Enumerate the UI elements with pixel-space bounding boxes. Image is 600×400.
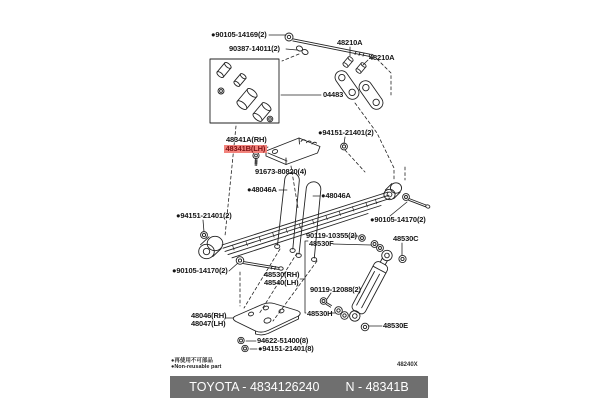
part-label-48210A-1[interactable]: 48210A	[337, 38, 363, 47]
part-label-94151-21401-left[interactable]: ●94151-21401(2)	[176, 211, 232, 220]
part-label-48046A-left[interactable]: ●48046A	[247, 185, 277, 194]
part-label-94151-21401-right[interactable]: ●94151-21401(2)	[318, 128, 374, 137]
part-label-48530-RH[interactable]: 48530(RH)	[264, 270, 300, 279]
shock-mount-hardware-drawing[interactable]	[320, 235, 406, 331]
non-reusable-note-en: ●Non-reusable part	[171, 364, 222, 370]
part-label-94151-21401-8[interactable]: ●94151-21401(8)	[258, 344, 314, 353]
part-label-90105-14169[interactable]: ●90105-14169(2)	[211, 30, 267, 39]
part-label-90119-10355[interactable]: 90119-10355(2)	[306, 231, 357, 240]
part-label-48530C[interactable]: 48530C	[393, 234, 419, 243]
part-label-90105-14170-right[interactable]: ●90105-14170(2)	[370, 215, 426, 224]
part-label-48046A-right[interactable]: ●48046A	[321, 191, 351, 200]
part-label-91673-80820[interactable]: 91673-80820(4)	[255, 167, 307, 176]
part-label-90119-12088[interactable]: 90119-12088(2)	[310, 285, 361, 294]
part-label-48210A-2[interactable]: 48210A	[369, 53, 395, 62]
part-label-90387-14011[interactable]: 90387-14011(2)	[229, 44, 280, 53]
footer-reference: N - 48341B	[345, 379, 409, 394]
bushing-kit-drawing[interactable]	[210, 59, 279, 123]
part-label-48047-LH[interactable]: 48047(LH)	[191, 319, 226, 328]
part-label-48530F[interactable]: 48530F	[309, 239, 334, 248]
part-label-94622-51400[interactable]: 94622-51400(8)	[257, 336, 309, 345]
figure-code: 48240X	[397, 362, 418, 368]
part-label-48530H[interactable]: 48530H	[307, 309, 333, 318]
footer-bar	[170, 376, 428, 398]
part-label-48341B-LH-highlighted[interactable]: 48341B(LH)	[225, 144, 266, 153]
part-label-48530E[interactable]: 48530E	[383, 321, 408, 330]
footer-part-number: TOYOTA - 4834126240	[189, 379, 320, 394]
part-label-48540-LH[interactable]: 48540(LH)	[264, 278, 299, 287]
non-reusable-note-jp: ●再使用不可部品	[171, 358, 213, 364]
part-label-04483[interactable]: 04483	[323, 90, 344, 99]
part-label-48341A-RH[interactable]: 48341A(RH)	[226, 135, 267, 144]
part-label-90105-14170-left[interactable]: ●90105-14170(2)	[172, 266, 228, 275]
part-label-48046-RH[interactable]: 48046(RH)	[191, 311, 227, 320]
